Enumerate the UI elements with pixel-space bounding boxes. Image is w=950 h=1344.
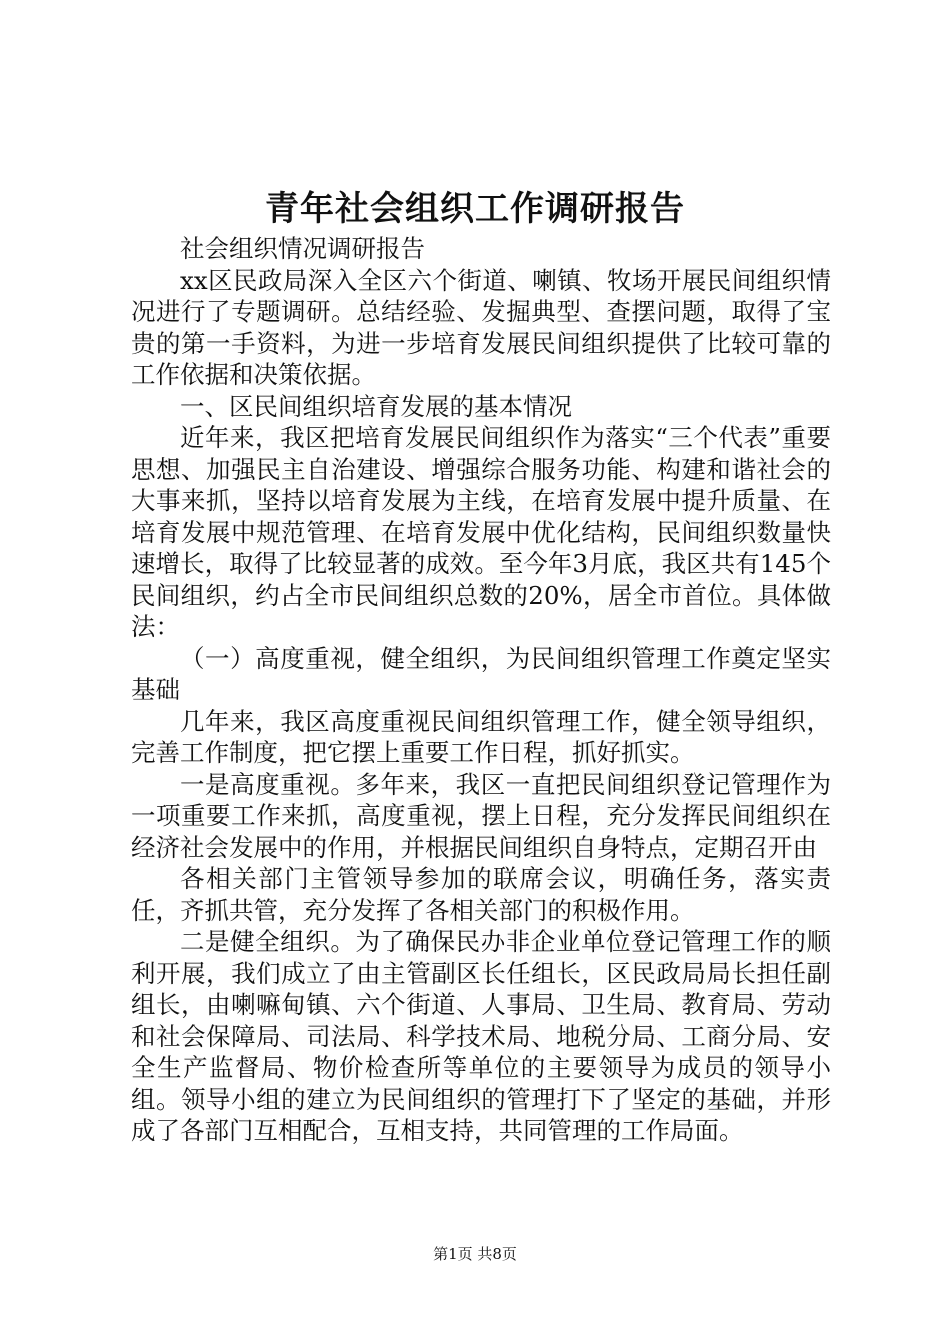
document-body [131, 233, 831, 1147]
section-heading-1: 一、区民间组织培育发展的基本情况 [180, 391, 572, 421]
paragraph-point-one-cont: 各相关部门主管领导参加的联席会议，明确任务，落实责任，齐抓共管，充分发挥了各相关部门的积极作用。 [131, 864, 831, 925]
paragraph-subtitle: 社会组织情况调研报告 [180, 234, 425, 263]
paragraph-point-one: 一是高度重视。多年来，我区一直把民间组织登记管理作为一项重要工作来抓，高度重视，摆上日程，充分发挥民间组织在经济社会发展中的作用，并根据民间组织自身特点，定期召开由 [131, 769, 831, 862]
document-title: 青年社会组织工作调研报告 [265, 189, 685, 229]
subsection-heading-1: （一）高度重视，健全组织，为民间组织管理工作奠定坚实基础 [131, 643, 831, 704]
page-footer: 第1页 共8页 [433, 1245, 517, 1263]
paragraph-intro: xx区民政局深入全区六个街道、喇镇、牧场开展民间组织情况进行了专题调研。总结经验、发掘典型、查摆问题，取得了宝贵的第一手资料，为进一步培育发展民间组织提供了比较可靠的工作依据和决策依据。 [131, 265, 831, 389]
paragraph-leadership: 几年来，我区高度重视民间组织管理工作，健全领导组织，完善工作制度，把它摆上重要工作日程，抓好抓实。 [131, 706, 831, 767]
paragraph-point-two: 二是健全组织。为了确保民办非企业单位登记管理工作的顺利开展，我们成立了由主管副区长任组长，区民政局局长担任副组长，由喇嘛甸镇、六个街道、人事局、卫生局、教育局、劳动和社会保障局、司法局、科学技术局、地税分局、工商分局、安全生产监督局、物价检查所等单位的主要领导为成员的领导小组。领导小组的建立为民间组织的管理打下了坚定的基础，并形成了各部门互相配合，互相支持，共同管理的工作局面。 [131, 927, 831, 1145]
paragraph-overview: 近年来，我区把培育发展民间组织作为落实“三个代表”重要思想、加强民主自治建设、增强综合服务功能、构建和谐社会的大事来抓，坚持以培育发展为主线，在培育发展中提升质量、在培育发展中规范管理、在培育发展中优化结构，民间组织数量快速增长，取得了比较显著的成效。至今年3月底，我区共有145个民间组织，约占全市民间组织总数的20%，居全市首位。具体做法： [131, 423, 831, 641]
